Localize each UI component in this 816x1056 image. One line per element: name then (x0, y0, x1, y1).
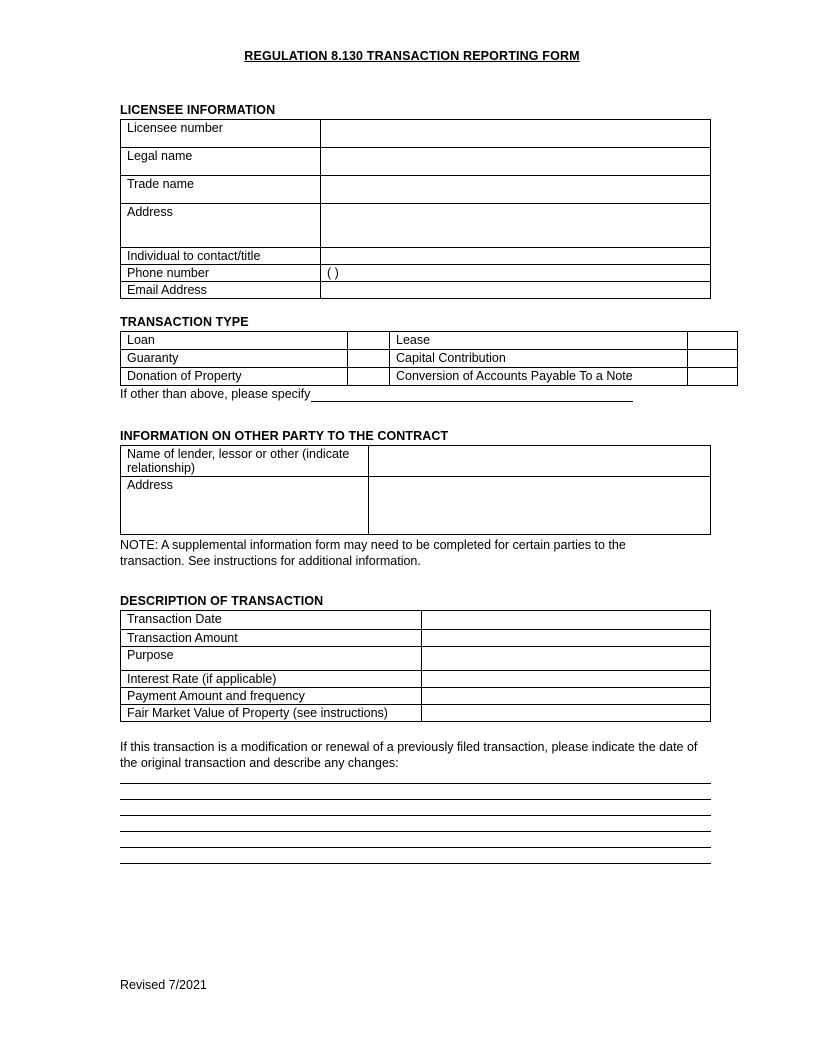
table-row (121, 148, 711, 176)
table-row (121, 630, 711, 647)
option-label-loan: Loan (121, 332, 348, 350)
table-row (121, 176, 711, 204)
licensee-information-table (120, 119, 711, 299)
row-label-address: Address (121, 204, 321, 248)
table-row (121, 248, 711, 265)
table-row (121, 120, 711, 148)
write-in-line[interactable] (120, 847, 711, 848)
checkbox-conversion-accounts-payable[interactable] (688, 368, 738, 386)
option-label-conversion-accounts-payable: Conversion of Accounts Payable To a Note (390, 368, 688, 386)
checkbox-capital-contribution[interactable] (688, 350, 738, 368)
field-email-address[interactable] (321, 282, 711, 299)
field-phone-number[interactable]: ( ) (321, 265, 711, 282)
field-licensee-number[interactable] (321, 120, 711, 148)
row-label-interest-rate: Interest Rate (if applicable) (121, 671, 422, 688)
revision-footer: Revised 7/2021 (120, 978, 207, 992)
supplemental-note: NOTE: A supplemental information form may need to be completed for certain parties to the transaction. See instructions for additional information. (120, 538, 626, 568)
row-label-other-party-address: Address (121, 477, 369, 535)
modification-lines (120, 783, 712, 864)
option-label-donation-of-property: Donation of Property (121, 368, 348, 386)
row-label-trade-name: Trade name (121, 176, 321, 204)
checkbox-guaranty[interactable] (348, 350, 390, 368)
row-label-name-of-lender: Name of lender, lessor or other (indicate relationship) (121, 446, 369, 477)
field-other-party-address[interactable] (369, 477, 711, 535)
table-row (121, 611, 711, 630)
specify-other-label: If other than above, please specify (120, 387, 311, 401)
row-label-phone-number: Phone number (121, 265, 321, 282)
checkbox-loan[interactable] (348, 332, 390, 350)
field-interest-rate[interactable] (422, 671, 711, 688)
row-label-licensee-number: Licensee number (121, 120, 321, 148)
write-in-line[interactable] (120, 863, 711, 864)
table-row (121, 688, 711, 705)
write-in-line[interactable] (120, 831, 711, 832)
write-in-line[interactable] (120, 815, 711, 816)
checkbox-lease[interactable] (688, 332, 738, 350)
write-in-line[interactable] (120, 783, 711, 784)
field-address[interactable] (321, 204, 711, 248)
field-purpose[interactable] (422, 647, 711, 671)
table-row (121, 446, 711, 477)
table-row (121, 705, 711, 722)
form-content (120, 0, 712, 879)
row-label-transaction-date: Transaction Date (121, 611, 422, 630)
table-row (121, 282, 711, 299)
checkbox-donation-of-property[interactable] (348, 368, 390, 386)
field-transaction-date[interactable] (422, 611, 711, 630)
row-label-transaction-amount: Transaction Amount (121, 630, 422, 647)
table-row (121, 332, 738, 350)
option-label-capital-contribution: Capital Contribution (390, 350, 688, 368)
section-heading-description: DESCRIPTION OF TRANSACTION (120, 594, 324, 608)
field-individual-to-contact[interactable] (321, 248, 711, 265)
row-label-purpose: Purpose (121, 647, 422, 671)
other-party-table (120, 445, 711, 535)
table-row (121, 647, 711, 671)
row-label-individual-to-contact: Individual to contact/title (121, 248, 321, 265)
field-name-of-lender[interactable] (369, 446, 711, 477)
row-label-legal-name: Legal name (121, 148, 321, 176)
write-in-line[interactable] (120, 799, 711, 800)
field-legal-name[interactable] (321, 148, 711, 176)
table-row (121, 350, 738, 368)
row-label-email-address: Email Address (121, 282, 321, 299)
option-label-lease: Lease (390, 332, 688, 350)
section-heading-licensee: LICENSEE INFORMATION (120, 103, 276, 117)
field-fair-market-value[interactable] (422, 705, 711, 722)
specify-other-input[interactable] (311, 389, 633, 402)
table-row (121, 368, 738, 386)
table-row (121, 265, 711, 282)
field-payment-amount[interactable] (422, 688, 711, 705)
field-trade-name[interactable] (321, 176, 711, 204)
row-label-fair-market-value: Fair Market Value of Property (see instructions) (121, 705, 422, 722)
section-heading-other-party: INFORMATION ON OTHER PARTY TO THE CONTRACT (120, 429, 449, 443)
table-row (121, 671, 711, 688)
specify-other-row (120, 387, 712, 402)
section-heading-transaction-type: TRANSACTION TYPE (120, 315, 249, 329)
table-row (121, 477, 711, 535)
modification-prompt: If this transaction is a modification or renewal of a previously filed transaction, please indicate the date of the original transaction and describe any changes: (120, 740, 698, 770)
option-label-guaranty: Guaranty (121, 350, 348, 368)
page-title: REGULATION 8.130 TRANSACTION REPORTING FORM (244, 49, 580, 63)
table-row (121, 204, 711, 248)
field-transaction-amount[interactable] (422, 630, 711, 647)
transaction-type-table (120, 331, 738, 386)
row-label-payment-amount: Payment Amount and frequency (121, 688, 422, 705)
description-of-transaction-table (120, 610, 711, 722)
